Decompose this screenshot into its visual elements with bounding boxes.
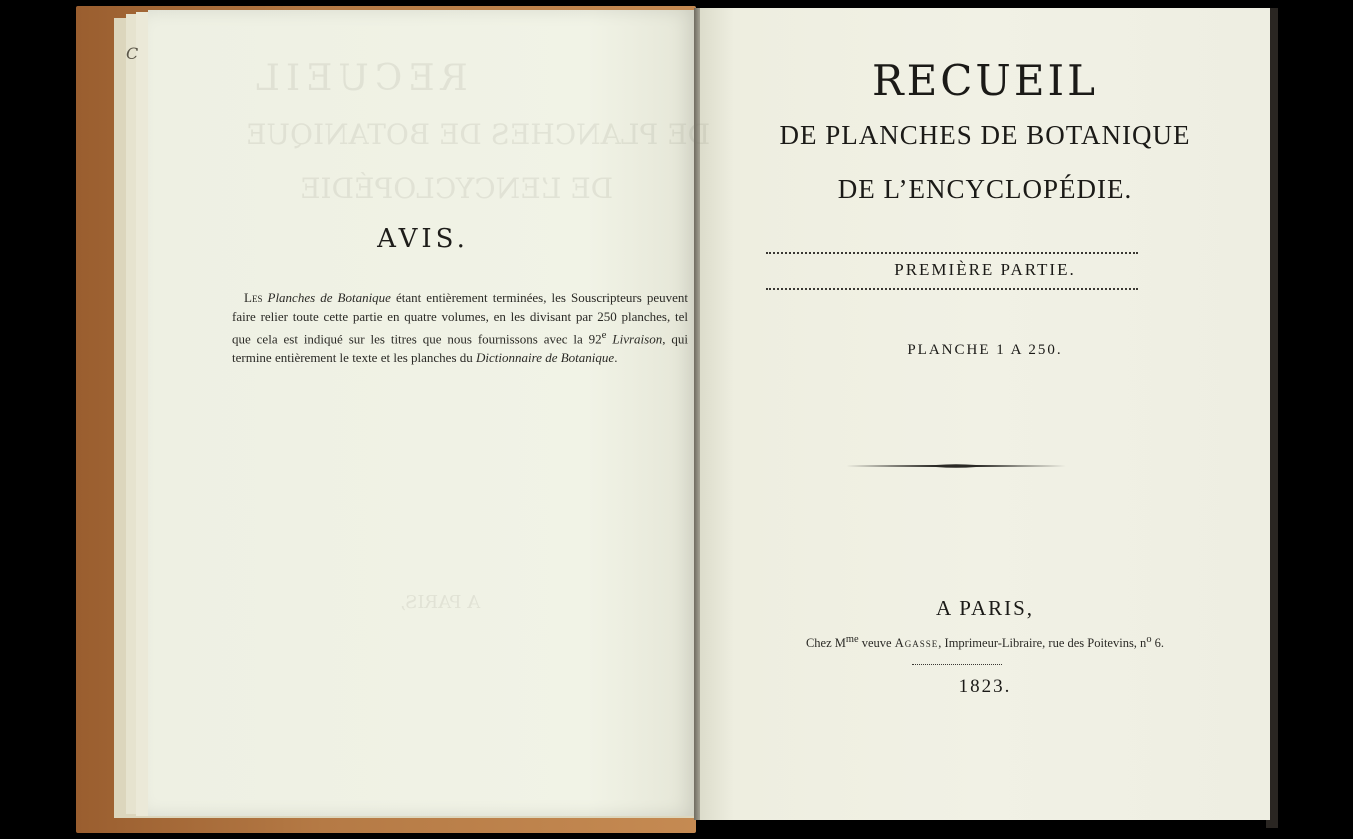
planche-range: PLANCHE 1 A 250. — [907, 342, 1063, 358]
avis-text: Livraison — [612, 331, 663, 347]
dotted-rule — [766, 288, 1138, 290]
avis-text: . — [614, 350, 618, 366]
avis-text: Dictionnaire de Botanique — [476, 350, 615, 366]
avis-text: étant entièrement terminées, les Souscripteurs peuvent faire relier toute cette partie en quatre volumes, en les divisant par 250 planches, tel que cela est indiqué sur les titres que nous fournissons avec la 92 — [232, 290, 688, 347]
dotted-rule — [912, 664, 1002, 665]
publisher-line — [700, 634, 1270, 651]
show-through-text: DE PLANCHES DE BOTANIQUE — [246, 118, 711, 151]
avis-text: , qui termine entièrement le texte et les planches du — [232, 331, 688, 366]
dotted-rule — [766, 252, 1138, 254]
avis-paragraph — [232, 288, 688, 367]
publisher-text: me — [845, 634, 859, 645]
publisher-text: o — [1146, 634, 1152, 645]
subtitle-line: DE L’ENCYCLOPÉDIE. — [837, 174, 1133, 204]
margin-mark: C — [126, 44, 139, 63]
title-recueil: RECUEIL — [872, 56, 1098, 105]
publisher-text: 6. — [1151, 636, 1165, 651]
avis-heading: AVIS. — [377, 224, 469, 254]
publication-year: 1823. — [958, 676, 1012, 697]
place-of-publication: A PARIS, — [935, 596, 1035, 620]
avis-text: Planches de Botanique — [267, 290, 391, 305]
publisher-text: Chez M — [805, 636, 846, 651]
swell-rule — [846, 462, 1066, 470]
show-through-text: DE L’ENCYCLOPÉDIE — [300, 172, 614, 205]
avis-text: Les — [244, 290, 263, 305]
subtitle-line: DE PLANCHES DE BOTANIQUE — [779, 120, 1191, 150]
partie-label: PREMIÈRE PARTIE. — [894, 260, 1076, 279]
show-through-text: A PARIS, — [400, 592, 481, 613]
avis-text: e — [601, 329, 607, 341]
publisher-text: , Imprimeur-Libraire, rue des Poitevins, n — [938, 636, 1147, 651]
publisher-text: veuve — [858, 636, 895, 651]
publisher-name: Agasse — [894, 636, 939, 651]
show-through-text: RECUEIL — [250, 58, 468, 99]
